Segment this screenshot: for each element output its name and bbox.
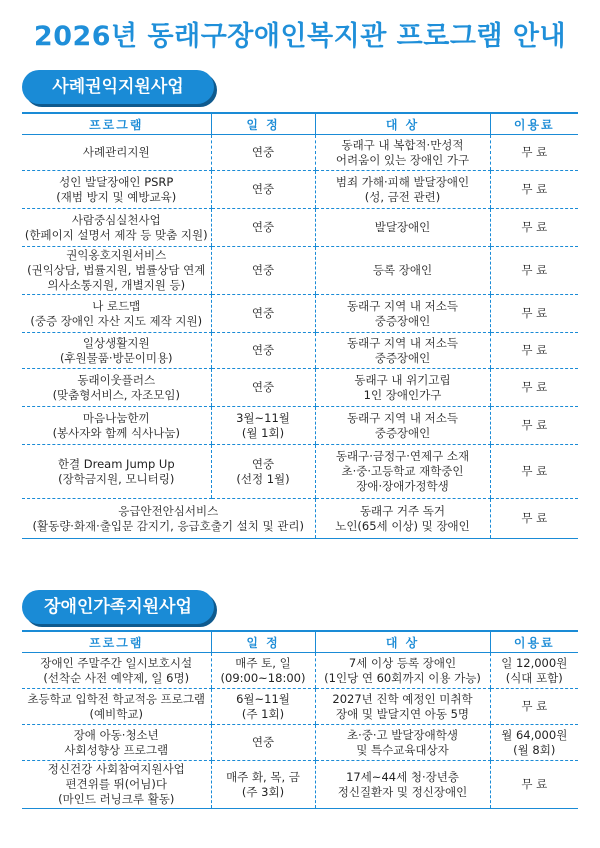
schedule-text: 연중 bbox=[251, 380, 275, 394]
fee-text: 무 료 bbox=[521, 699, 548, 713]
schedule-cell bbox=[211, 333, 315, 369]
fee-cell bbox=[490, 171, 578, 209]
fee-text: (월 8회) bbox=[513, 742, 556, 757]
header-schedule: 일 정 bbox=[211, 113, 315, 135]
target-cell bbox=[315, 445, 490, 499]
schedule-cell bbox=[211, 407, 315, 445]
fee-cell bbox=[490, 761, 578, 809]
target-cell bbox=[315, 499, 490, 539]
program-text: 사례관리지원 bbox=[82, 145, 150, 159]
schedule-cell bbox=[211, 369, 315, 407]
program-text: 일상생활지원 bbox=[82, 335, 150, 350]
program-text: 정신건강 사회참여지원사업 bbox=[47, 762, 185, 776]
program-text: 동래이웃플러스 bbox=[77, 372, 156, 387]
target-text: 범죄 가해·피해 발달장애인 bbox=[335, 174, 470, 189]
fee-text: 무 료 bbox=[521, 464, 548, 478]
program-text: (후원물품·방문이미용) bbox=[59, 350, 173, 365]
program-text: 초등학교 입학전 학교적응 프로그램 bbox=[27, 691, 206, 706]
schedule-cell bbox=[211, 171, 315, 209]
program-text: (예비학교) bbox=[89, 706, 143, 721]
program-text: 마음나눔한끼 bbox=[82, 410, 150, 425]
target-cell bbox=[315, 725, 490, 761]
table-row bbox=[22, 135, 578, 171]
program-text: (맞춤형서비스, 자조모임) bbox=[52, 387, 180, 402]
program-text: 사회성향상 프로그램 bbox=[64, 742, 169, 757]
target-text: 장애 및 발달지연 아동 5명 bbox=[335, 706, 470, 721]
target-text: 동래구 거주 독거 bbox=[359, 503, 446, 518]
program-cell bbox=[22, 499, 315, 539]
target-cell bbox=[315, 171, 490, 209]
schedule-text: (09:00~18:00) bbox=[220, 670, 306, 685]
target-cell bbox=[315, 407, 490, 445]
program-cell bbox=[22, 407, 211, 445]
schedule-text: 연중 bbox=[251, 456, 275, 471]
program-text: 한결 Dream Jump Up bbox=[57, 456, 175, 471]
program-cell bbox=[22, 653, 211, 689]
family-support-program-table bbox=[22, 630, 578, 809]
fee-text: 무 료 bbox=[521, 418, 548, 432]
fee-text: 무 료 bbox=[521, 182, 548, 196]
section-title-case-rights: 사례권익지원사업 bbox=[22, 70, 214, 104]
program-text: (재범 방지 및 예방교육) bbox=[56, 189, 177, 204]
program-text: 성인 발달장애인 PSRP bbox=[59, 174, 174, 189]
program-text: (활동량·화재·출입문 감지기, 응급호출기 설치 및 관리) bbox=[32, 518, 304, 533]
header-target: 대 상 bbox=[315, 631, 490, 653]
schedule-text: 연중 bbox=[251, 182, 275, 196]
program-cell bbox=[22, 689, 211, 725]
target-cell bbox=[315, 333, 490, 369]
table-row bbox=[22, 247, 578, 295]
table-row bbox=[22, 407, 578, 445]
fee-text: 무 료 bbox=[521, 306, 548, 320]
target-text: 7세 이상 등록 장애인 bbox=[348, 655, 457, 670]
fee-cell bbox=[490, 445, 578, 499]
target-text: (1인당 연 60회까지 이용 가능) bbox=[324, 670, 481, 685]
schedule-text: (월 1회) bbox=[241, 425, 285, 440]
target-text: 동래구·금정구·연제구 소재 bbox=[335, 449, 470, 463]
target-text: 초·중·고등학교 재학중인 bbox=[341, 464, 464, 478]
fee-text: 무 료 bbox=[521, 220, 548, 234]
fee-text: 무 료 bbox=[521, 380, 548, 394]
target-cell bbox=[315, 209, 490, 247]
page-title: 2026년 동래구장애인복지관 프로그램 안내 bbox=[33, 21, 567, 52]
program-cell bbox=[22, 295, 211, 333]
schedule-text: (주 1회) bbox=[241, 706, 285, 721]
program-text: (권익상담, 법률지원, 법률상담 연계 bbox=[27, 263, 206, 277]
target-text: 중증장애인 bbox=[374, 425, 431, 440]
target-cell bbox=[315, 247, 490, 295]
fee-cell bbox=[490, 209, 578, 247]
schedule-text: 연중 bbox=[251, 735, 275, 749]
target-text: 및 특수교육대상자 bbox=[356, 742, 449, 757]
target-text: 동래구 지역 내 저소득 bbox=[347, 410, 458, 425]
program-cell bbox=[22, 135, 211, 171]
table-row bbox=[22, 171, 578, 209]
program-cell bbox=[22, 761, 211, 809]
table-row bbox=[22, 295, 578, 333]
schedule-text: 연중 bbox=[251, 343, 275, 357]
target-text: 정신질환자 및 정신장애인 bbox=[337, 784, 468, 799]
target-cell bbox=[315, 369, 490, 407]
target-text: 17세~44세 청·장년층 bbox=[346, 769, 459, 784]
header-schedule: 일 정 bbox=[211, 631, 315, 653]
fee-text: (식대 포함) bbox=[505, 670, 563, 685]
target-text: 동래구 내 복합적·만성적 bbox=[341, 137, 464, 152]
target-text: 2027년 진학 예정인 미취학 bbox=[332, 691, 473, 706]
program-text: (선착순 사전 예약제, 일 6명) bbox=[43, 670, 190, 685]
fee-cell bbox=[490, 295, 578, 333]
fee-text: 무 료 bbox=[521, 343, 548, 357]
schedule-cell bbox=[211, 295, 315, 333]
target-text: 동래구 지역 내 저소득 bbox=[347, 298, 458, 313]
header-program: 프로그램 bbox=[22, 631, 211, 653]
schedule-text: 매주 화, 목, 금 bbox=[226, 769, 300, 784]
header-program: 프로그램 bbox=[22, 113, 211, 135]
program-text: 권익옹호지원서비스 bbox=[66, 248, 167, 262]
header-fee: 이용료 bbox=[490, 113, 578, 135]
schedule-text: (주 3회) bbox=[241, 784, 285, 799]
fee-text: 일 12,000원 bbox=[501, 655, 568, 670]
target-text: (성, 금전 관련) bbox=[364, 189, 441, 204]
table-row bbox=[22, 689, 578, 725]
fee-cell bbox=[490, 135, 578, 171]
fee-cell bbox=[490, 247, 578, 295]
program-cell bbox=[22, 333, 211, 369]
fee-cell bbox=[490, 725, 578, 761]
schedule-text: 연중 bbox=[251, 306, 275, 320]
table-row bbox=[22, 761, 578, 809]
fee-text: 무 료 bbox=[521, 263, 548, 277]
header-fee: 이용료 bbox=[490, 631, 578, 653]
program-text: (마인드 러닝크루 활동) bbox=[58, 792, 175, 806]
case-rights-program-table bbox=[22, 112, 578, 539]
fee-text: 무 료 bbox=[521, 777, 548, 791]
target-cell bbox=[315, 295, 490, 333]
table-row bbox=[22, 653, 578, 689]
schedule-cell bbox=[211, 725, 315, 761]
target-text: 중증장애인 bbox=[374, 313, 431, 328]
schedule-text: 6월~11월 bbox=[236, 691, 290, 706]
schedule-text: 연중 bbox=[251, 220, 275, 234]
program-text: (중증 장애인 자산 지도 제작 지원) bbox=[30, 313, 203, 328]
target-text: 등록 장애인 bbox=[372, 263, 433, 277]
fee-cell bbox=[490, 369, 578, 407]
program-text: 사람중심실천사업 bbox=[71, 212, 161, 227]
target-text: 중증장애인 bbox=[374, 350, 431, 365]
target-text: 동래구 내 위기고립 bbox=[354, 372, 451, 387]
section-title-family-support: 장애인가족지원사업 bbox=[22, 590, 214, 624]
fee-cell bbox=[490, 689, 578, 725]
table-row bbox=[22, 499, 578, 539]
schedule-text: 연중 bbox=[251, 263, 275, 277]
table-row bbox=[22, 333, 578, 369]
table-row bbox=[22, 445, 578, 499]
target-cell bbox=[315, 689, 490, 725]
schedule-cell bbox=[211, 761, 315, 809]
target-text: 노인(65세 이상) 및 장애인 bbox=[335, 518, 470, 533]
fee-text: 무 료 bbox=[521, 145, 548, 159]
program-cell bbox=[22, 209, 211, 247]
schedule-cell bbox=[211, 445, 315, 499]
target-text: 어려움이 있는 장애인 가구 bbox=[335, 152, 470, 167]
fee-text: 월 64,000원 bbox=[501, 727, 568, 742]
program-text: (장학금지원, 모니터링) bbox=[58, 471, 175, 486]
schedule-cell bbox=[211, 689, 315, 725]
target-text: 초·중·고 발달장애학생 bbox=[347, 727, 458, 742]
program-cell bbox=[22, 445, 211, 499]
program-text: 장애 아동·청소년 bbox=[73, 727, 159, 742]
schedule-cell bbox=[211, 209, 315, 247]
table-row bbox=[22, 369, 578, 407]
program-text: (봉사자와 함께 식사나눔) bbox=[52, 425, 180, 440]
fee-cell bbox=[490, 499, 578, 539]
fee-cell bbox=[490, 407, 578, 445]
target-text: 발달장애인 bbox=[374, 220, 431, 234]
target-cell bbox=[315, 135, 490, 171]
table-row bbox=[22, 209, 578, 247]
target-cell bbox=[315, 653, 490, 689]
fee-cell bbox=[490, 333, 578, 369]
schedule-cell bbox=[211, 135, 315, 171]
fee-text: 무 료 bbox=[521, 511, 548, 525]
program-cell bbox=[22, 369, 211, 407]
target-text: 장애·장애가정학생 bbox=[356, 479, 449, 493]
program-text: 편견위를 뛰(어님)다 bbox=[65, 777, 167, 791]
program-text: 나 로드맵 bbox=[92, 298, 141, 313]
program-cell bbox=[22, 247, 211, 295]
schedule-text: 3월~11월 bbox=[236, 410, 290, 425]
schedule-text: 연중 bbox=[251, 145, 275, 159]
table-row bbox=[22, 725, 578, 761]
schedule-cell bbox=[211, 247, 315, 295]
target-cell bbox=[315, 761, 490, 809]
schedule-text: 매주 토, 일 bbox=[235, 655, 291, 670]
program-text: 장애인 주말주간 일시보호시설 bbox=[40, 655, 193, 670]
program-text: (한페이지 설명서 제작 등 맞춤 지원) bbox=[24, 227, 208, 242]
program-cell bbox=[22, 171, 211, 209]
target-text: 동래구 지역 내 저소득 bbox=[347, 335, 458, 350]
header-target: 대 상 bbox=[315, 113, 490, 135]
fee-cell bbox=[490, 653, 578, 689]
program-text: 응급안전안심서비스 bbox=[118, 503, 219, 518]
schedule-cell bbox=[211, 653, 315, 689]
program-cell bbox=[22, 725, 211, 761]
program-text: 의사소통지원, 개별지원 등) bbox=[47, 278, 186, 292]
schedule-text: (선정 1월) bbox=[236, 471, 290, 486]
target-text: 1인 장애인가구 bbox=[363, 387, 442, 402]
